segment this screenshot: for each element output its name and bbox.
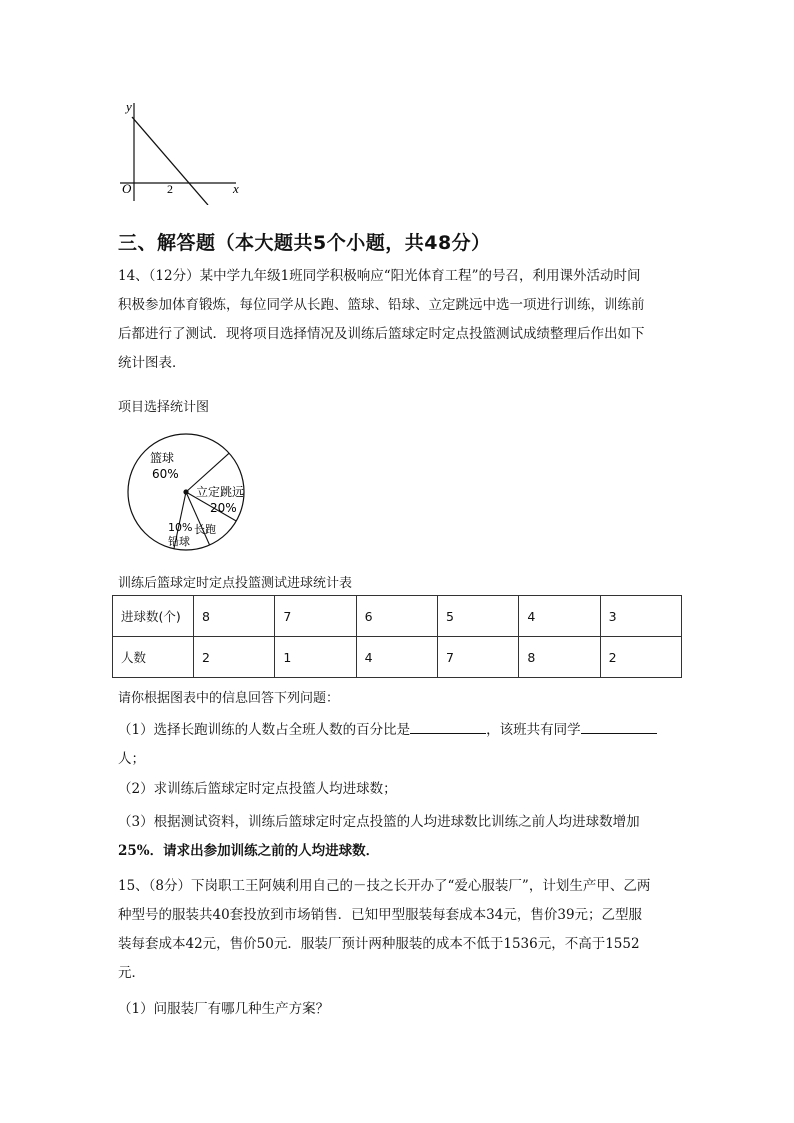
pie-value-shot-put: 10% bbox=[168, 521, 193, 534]
table-cell: 7 bbox=[275, 596, 356, 637]
table-cell: 5 bbox=[437, 596, 518, 637]
sub3-line-2: 25%．请求出参加训练之前的人均进球数． bbox=[118, 843, 380, 859]
pie-chart-title: 项目选择统计图 bbox=[118, 400, 210, 415]
row-header-goals: 进球数(个) bbox=[113, 596, 194, 637]
q15-line-3: 装每套成本42元，售价50元．服装厂预计两种服装的成本不低于1536元，不高于1552 bbox=[118, 936, 640, 952]
pie-center-dot bbox=[183, 489, 188, 494]
table-cell: 7 bbox=[437, 637, 518, 678]
table-cell: 8 bbox=[519, 637, 600, 678]
table-cell: 3 bbox=[600, 596, 681, 637]
pie-label-shot-put: 铅球 bbox=[168, 535, 190, 548]
q14-line-1: 14、（12分）某中学九年级1班同学积极响应“阳光体育工程”的号召，利用课外活动时间 bbox=[118, 268, 641, 284]
q15-line-4: 元． bbox=[118, 965, 145, 981]
pie-value-long-jump: 20% bbox=[210, 501, 237, 515]
pie-chart bbox=[118, 432, 258, 554]
q15-sub-question-1: （1）问服装厂有哪几种生产方案？ bbox=[118, 1001, 330, 1017]
sub-question-2: （2）求训练后篮球定时定点投篮人均进球数； bbox=[118, 781, 397, 797]
table-row bbox=[113, 596, 682, 637]
x-intercept-label: 2 bbox=[167, 182, 173, 196]
question-14-text bbox=[118, 262, 678, 378]
table-cell: 4 bbox=[519, 596, 600, 637]
x-axis-label: x bbox=[233, 181, 239, 196]
table-cell: 2 bbox=[600, 637, 681, 678]
origin-label: O bbox=[122, 181, 132, 196]
stats-table bbox=[112, 595, 682, 678]
pie-value-basketball: 60% bbox=[152, 467, 179, 481]
pie-label-long-jump: 立定跳远 bbox=[196, 485, 245, 499]
sub1-text-a: （1）选择长跑训练的人数占全班人数的百分比是 bbox=[118, 722, 411, 738]
question-15-text bbox=[118, 872, 678, 988]
answer-blank-count[interactable] bbox=[581, 719, 657, 734]
sub1-text-b: ，该班共有同学 bbox=[486, 722, 581, 738]
table-cell: 4 bbox=[356, 637, 437, 678]
q15-line-1: 15、（8分）下岗职工王阿姨利用自己的－技之长开办了“爱心服装厂”，计划生产甲、乙两 bbox=[118, 878, 651, 894]
sub-question-1 bbox=[118, 716, 678, 745]
question-prompt: 请你根据图表中的信息回答下列问题： bbox=[118, 691, 340, 706]
q15-line-2: 种型号的服装共40套投放到市场销售．已知甲型服装每套成本34元，售价39元；乙型服 bbox=[118, 907, 643, 923]
pie-label-basketball: 篮球 bbox=[150, 451, 175, 465]
q14-line-2: 积极参加体育锻炼，每位同学从长跑、篮球、铅球、立定跳远中选一项进行训练，训练前 bbox=[118, 297, 645, 313]
table-cell: 2 bbox=[194, 637, 275, 678]
table-row bbox=[113, 637, 682, 678]
sub-question-3 bbox=[118, 808, 678, 866]
y-axis-label: y bbox=[126, 99, 132, 114]
sub1-suffix: 人； bbox=[118, 751, 145, 767]
line-graph bbox=[112, 97, 252, 205]
table-title: 训练后篮球定时定点投篮测试进球统计表 bbox=[118, 576, 353, 591]
sub3-line-1: （3）根据测试资料，训练后篮球定时定点投篮的人均进球数比训练之前人均进球数增加 bbox=[118, 814, 640, 830]
answer-blank-percent[interactable] bbox=[410, 719, 486, 734]
row-header-people: 人数 bbox=[113, 637, 194, 678]
table-cell: 8 bbox=[194, 596, 275, 637]
section-title: 三、解答题（本大题共5个小题，共48分） bbox=[118, 232, 491, 254]
table-cell: 6 bbox=[356, 596, 437, 637]
pie-label-running: 长跑 bbox=[194, 523, 216, 536]
q14-line-3: 后都进行了测试．现将项目选择情况及训练后篮球定时定点投篮测试成绩整理后作出如下 bbox=[118, 326, 645, 342]
q14-line-4: 统计图表． bbox=[118, 355, 186, 371]
table-cell: 1 bbox=[275, 637, 356, 678]
